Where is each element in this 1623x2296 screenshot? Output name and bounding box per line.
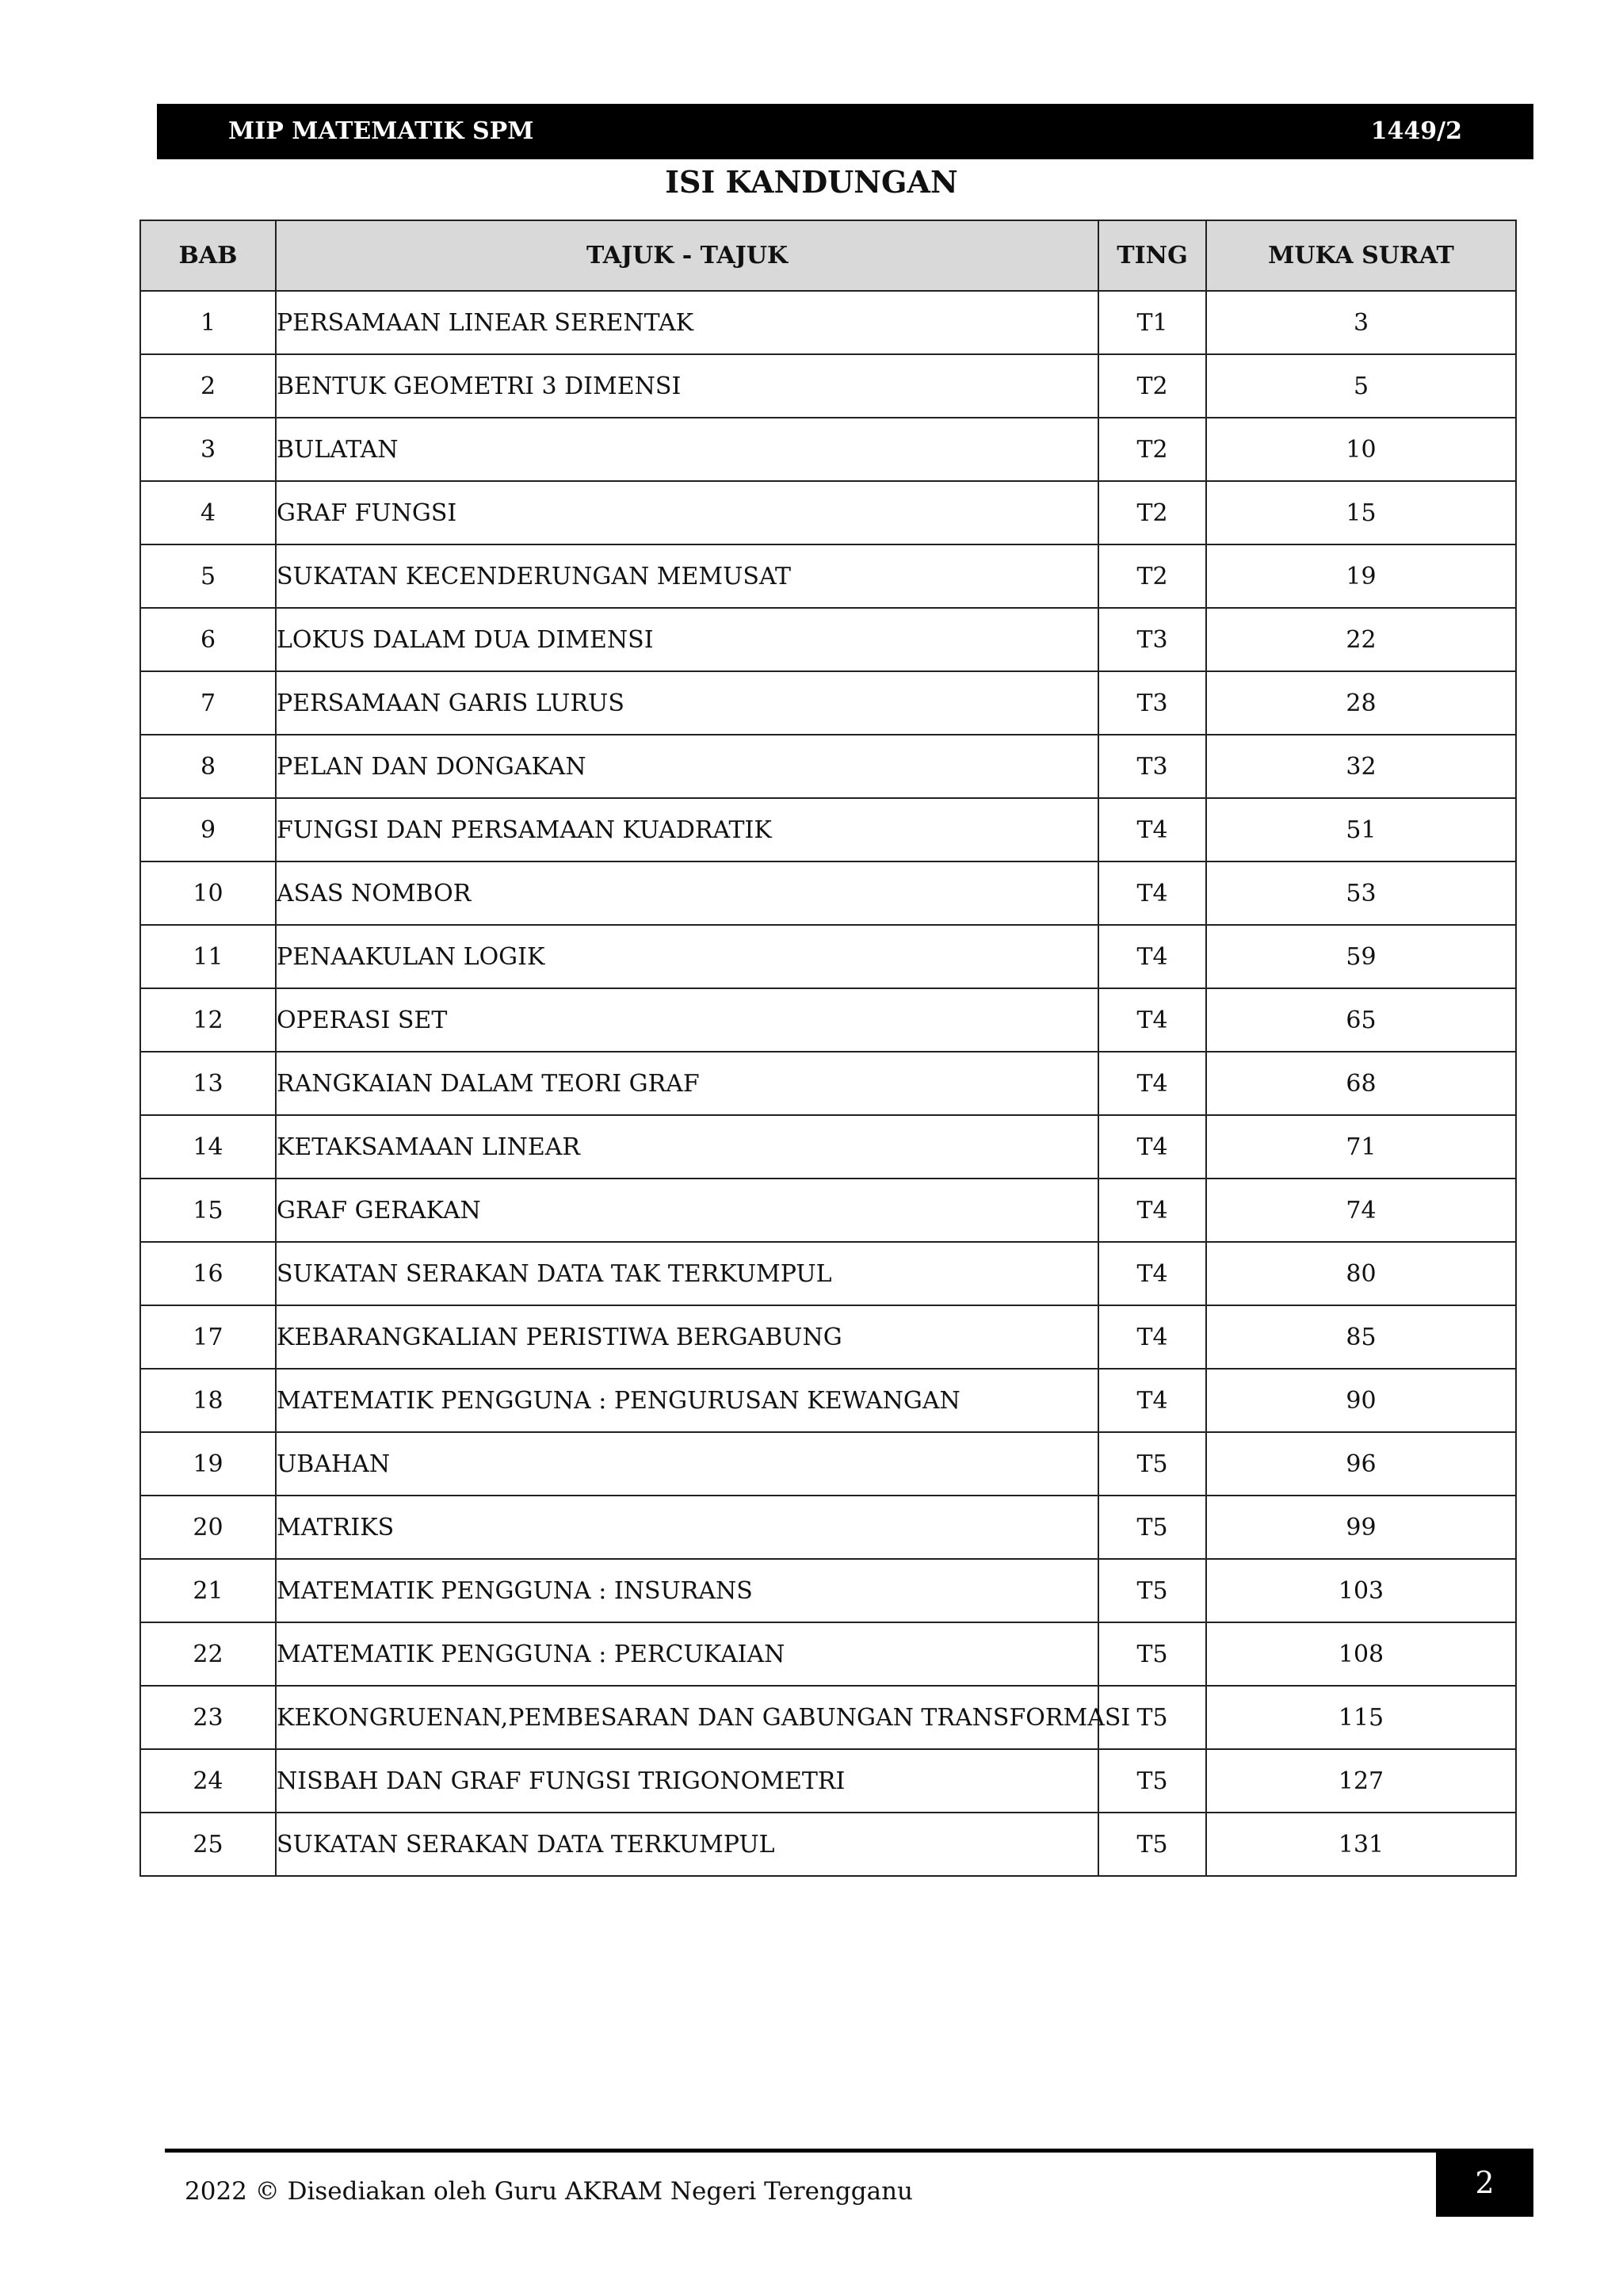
page-cell: 68 xyxy=(1206,1052,1516,1115)
bab-cell: 3 xyxy=(140,418,276,481)
title-cell: BENTUK GEOMETRI 3 DIMENSI xyxy=(276,354,1098,418)
bab-cell: 6 xyxy=(140,608,276,671)
ting-cell: T4 xyxy=(1098,798,1206,861)
header-bar xyxy=(157,104,1533,159)
ting-cell: T4 xyxy=(1098,1179,1206,1242)
ting-cell: T4 xyxy=(1098,1115,1206,1179)
page-cell: 22 xyxy=(1206,608,1516,671)
ting-cell: T3 xyxy=(1098,735,1206,798)
title-cell: PERSAMAAN GARIS LURUS xyxy=(276,671,1098,735)
table-row xyxy=(140,861,1516,925)
bab-cell: 5 xyxy=(140,544,276,608)
ting-cell: T4 xyxy=(1098,988,1206,1052)
ting-cell: T4 xyxy=(1098,925,1206,988)
title-cell: SUKATAN SERAKAN DATA TERKUMPUL xyxy=(276,1813,1098,1876)
title-cell: MATEMATIK PENGGUNA : PENGURUSAN KEWANGAN xyxy=(276,1369,1098,1432)
bab-cell: 25 xyxy=(140,1813,276,1876)
ting-cell: T2 xyxy=(1098,544,1206,608)
ting-cell: T3 xyxy=(1098,608,1206,671)
page-cell: 51 xyxy=(1206,798,1516,861)
footer-credit: 2022 © Disediakan oleh Guru AKRAM Negeri Terengganu xyxy=(185,2177,914,2206)
page-cell: 85 xyxy=(1206,1305,1516,1369)
ting-cell: T4 xyxy=(1098,861,1206,925)
header-subject: MIP MATEMATIK SPM xyxy=(228,117,534,145)
title-cell: OPERASI SET xyxy=(276,988,1098,1052)
title-cell: LOKUS DALAM DUA DIMENSI xyxy=(276,608,1098,671)
table-row xyxy=(140,608,1516,671)
page-number: 2 xyxy=(1436,2149,1533,2217)
ting-cell: T4 xyxy=(1098,1369,1206,1432)
bab-cell: 23 xyxy=(140,1686,276,1749)
page-title: ISI KANDUNGAN xyxy=(665,164,958,200)
ting-cell: T2 xyxy=(1098,481,1206,544)
bab-cell: 1 xyxy=(140,291,276,354)
ting-cell: T2 xyxy=(1098,418,1206,481)
ting-cell: T1 xyxy=(1098,291,1206,354)
title-cell: PERSAMAAN LINEAR SERENTAK xyxy=(276,291,1098,354)
title-cell: BULATAN xyxy=(276,418,1098,481)
title-cell: PENAAKULAN LOGIK xyxy=(276,925,1098,988)
page-cell: 53 xyxy=(1206,861,1516,925)
title-cell: UBAHAN xyxy=(276,1432,1098,1496)
page-cell: 103 xyxy=(1206,1559,1516,1622)
bab-cell: 18 xyxy=(140,1369,276,1432)
page-cell: 15 xyxy=(1206,481,1516,544)
bab-cell: 15 xyxy=(140,1179,276,1242)
bab-cell: 10 xyxy=(140,861,276,925)
table-row xyxy=(140,1686,1516,1749)
table-row xyxy=(140,1559,1516,1622)
ting-cell: T5 xyxy=(1098,1622,1206,1686)
table-row xyxy=(140,1179,1516,1242)
ting-cell: T5 xyxy=(1098,1749,1206,1813)
column-header-ting: TING xyxy=(1098,220,1206,291)
title-cell: ASAS NOMBOR xyxy=(276,861,1098,925)
table-header-row xyxy=(140,220,1516,291)
table-row xyxy=(140,418,1516,481)
page-cell: 59 xyxy=(1206,925,1516,988)
ting-cell: T5 xyxy=(1098,1496,1206,1559)
column-header-tajuk: TAJUK - TAJUK xyxy=(276,220,1098,291)
ting-cell: T4 xyxy=(1098,1242,1206,1305)
table-row xyxy=(140,925,1516,988)
bab-cell: 24 xyxy=(140,1749,276,1813)
table-row xyxy=(140,1749,1516,1813)
column-header-muka-surat: MUKA SURAT xyxy=(1206,220,1516,291)
table-row xyxy=(140,988,1516,1052)
title-cell: FUNGSI DAN PERSAMAAN KUADRATIK xyxy=(276,798,1098,861)
bab-cell: 12 xyxy=(140,988,276,1052)
page-cell: 99 xyxy=(1206,1496,1516,1559)
page-cell: 10 xyxy=(1206,418,1516,481)
table-row xyxy=(140,1496,1516,1559)
page-cell: 80 xyxy=(1206,1242,1516,1305)
title-cell: MATEMATIK PENGGUNA : INSURANS xyxy=(276,1559,1098,1622)
table-row xyxy=(140,798,1516,861)
title-cell: SUKATAN SERAKAN DATA TAK TERKUMPUL xyxy=(276,1242,1098,1305)
title-cell: GRAF FUNGSI xyxy=(276,481,1098,544)
title-cell: PELAN DAN DONGAKAN xyxy=(276,735,1098,798)
ting-cell: T4 xyxy=(1098,1052,1206,1115)
ting-cell: T4 xyxy=(1098,1305,1206,1369)
bab-cell: 20 xyxy=(140,1496,276,1559)
ting-cell: T5 xyxy=(1098,1686,1206,1749)
bab-cell: 11 xyxy=(140,925,276,988)
ting-cell: T5 xyxy=(1098,1813,1206,1876)
page-cell: 71 xyxy=(1206,1115,1516,1179)
table-row xyxy=(140,544,1516,608)
contents-table xyxy=(139,220,1517,1877)
ting-cell: T2 xyxy=(1098,354,1206,418)
bab-cell: 13 xyxy=(140,1052,276,1115)
table-row xyxy=(140,735,1516,798)
table-row xyxy=(140,1432,1516,1496)
page-cell: 108 xyxy=(1206,1622,1516,1686)
page-cell: 32 xyxy=(1206,735,1516,798)
bab-cell: 19 xyxy=(140,1432,276,1496)
table-row xyxy=(140,1813,1516,1876)
bab-cell: 8 xyxy=(140,735,276,798)
bab-cell: 9 xyxy=(140,798,276,861)
page-cell: 127 xyxy=(1206,1749,1516,1813)
bab-cell: 2 xyxy=(140,354,276,418)
ting-cell: T5 xyxy=(1098,1559,1206,1622)
table-row xyxy=(140,291,1516,354)
bab-cell: 7 xyxy=(140,671,276,735)
title-cell: KEBARANGKALIAN PERISTIWA BERGABUNG xyxy=(276,1305,1098,1369)
title-cell: MATEMATIK PENGGUNA : PERCUKAIAN xyxy=(276,1622,1098,1686)
page-cell: 90 xyxy=(1206,1369,1516,1432)
page-cell: 74 xyxy=(1206,1179,1516,1242)
bab-cell: 22 xyxy=(140,1622,276,1686)
title-cell: MATRIKS xyxy=(276,1496,1098,1559)
page-cell: 115 xyxy=(1206,1686,1516,1749)
page-cell: 65 xyxy=(1206,988,1516,1052)
bab-cell: 4 xyxy=(140,481,276,544)
ting-cell: T3 xyxy=(1098,671,1206,735)
page-cell: 28 xyxy=(1206,671,1516,735)
page-cell: 3 xyxy=(1206,291,1516,354)
table-row xyxy=(140,1115,1516,1179)
table-row xyxy=(140,1242,1516,1305)
table-body xyxy=(140,291,1516,1876)
title-cell: NISBAH DAN GRAF FUNGSI TRIGONOMETRI xyxy=(276,1749,1098,1813)
header-paper-code: 1449/2 xyxy=(1370,117,1462,145)
page-cell: 96 xyxy=(1206,1432,1516,1496)
table-row xyxy=(140,354,1516,418)
bab-cell: 17 xyxy=(140,1305,276,1369)
bab-cell: 16 xyxy=(140,1242,276,1305)
title-cell: KETAKSAMAAN LINEAR xyxy=(276,1115,1098,1179)
table-row xyxy=(140,481,1516,544)
title-cell: SUKATAN KECENDERUNGAN MEMUSAT xyxy=(276,544,1098,608)
table-row xyxy=(140,1622,1516,1686)
bab-cell: 14 xyxy=(140,1115,276,1179)
page-cell: 5 xyxy=(1206,354,1516,418)
bab-cell: 21 xyxy=(140,1559,276,1622)
page-cell: 131 xyxy=(1206,1813,1516,1876)
title-cell: RANGKAIAN DALAM TEORI GRAF xyxy=(276,1052,1098,1115)
column-header-bab: BAB xyxy=(140,220,276,291)
title-cell: KEKONGRUENAN,PEMBESARAN DAN GABUNGAN TRANSFORMASI xyxy=(276,1686,1098,1749)
page-cell: 19 xyxy=(1206,544,1516,608)
table-row xyxy=(140,1369,1516,1432)
ting-cell: T5 xyxy=(1098,1432,1206,1496)
table-row xyxy=(140,1052,1516,1115)
title-cell: GRAF GERAKAN xyxy=(276,1179,1098,1242)
table-row xyxy=(140,671,1516,735)
table-row xyxy=(140,1305,1516,1369)
footer-divider xyxy=(165,2149,1533,2153)
